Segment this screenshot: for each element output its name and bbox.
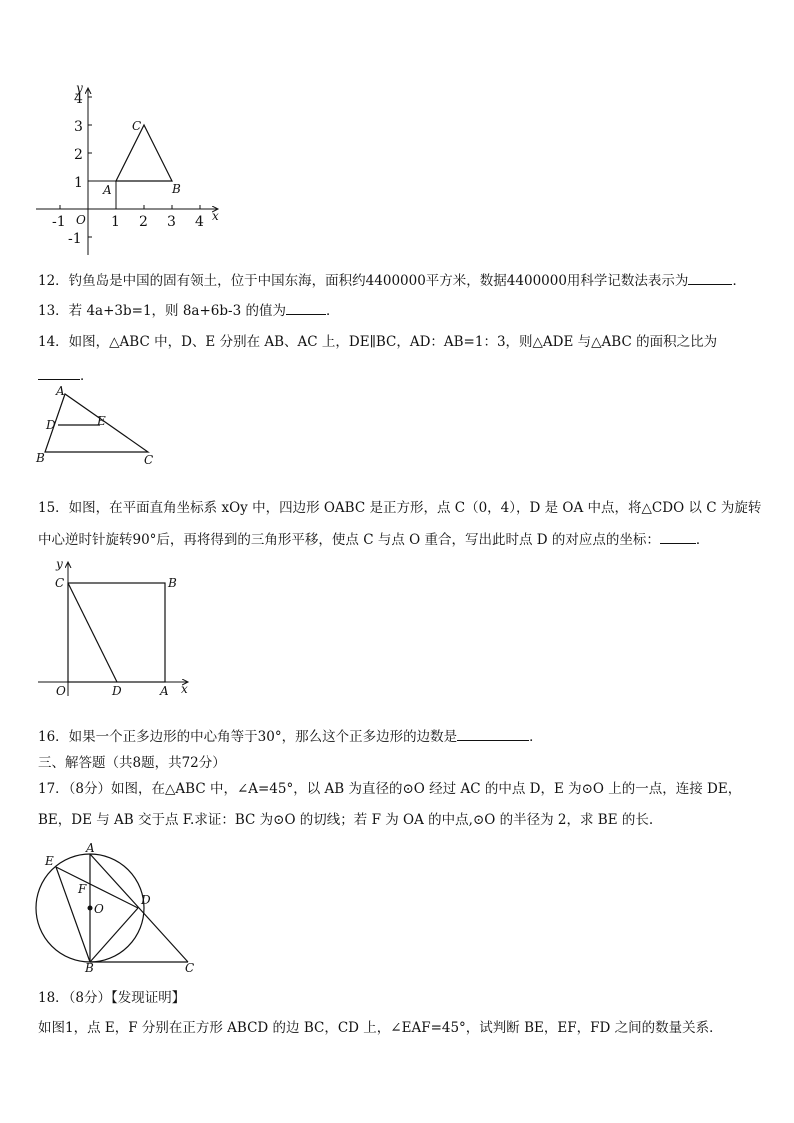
answer-blank[interactable]	[286, 302, 326, 315]
y-tick-label: 2	[74, 147, 83, 163]
y-tick-label: -1	[68, 231, 82, 247]
question-15-text-2: 中心逆时针旋转90°后，再将得到的三角形平移，使点 C 与点 O 重合，写出此时点 D 的对应点的坐标：	[38, 532, 660, 548]
x-tick-label: 1	[111, 214, 120, 230]
question-14-answer-line	[38, 367, 94, 385]
question-13-end: ．	[325, 303, 340, 319]
question-18-line-1	[38, 989, 185, 1007]
y-axis-label: y	[76, 81, 83, 95]
question-14-end: ．	[80, 368, 94, 384]
point-label-a: A	[103, 183, 112, 197]
coordinate-figure-q11	[30, 80, 230, 260]
x-tick-label: 4	[195, 214, 204, 230]
point-label-a: A	[56, 384, 65, 398]
question-18-line-2	[38, 1019, 723, 1037]
answer-blank[interactable]	[688, 272, 732, 285]
point-label-d: D	[141, 893, 151, 907]
question-13	[38, 302, 339, 320]
origin-label: O	[56, 684, 66, 698]
question-12	[38, 272, 746, 290]
question-15-line-1	[38, 499, 761, 517]
point-label-c: C	[132, 119, 142, 133]
circle-figure-q17	[30, 838, 205, 973]
point-label-a: A	[86, 841, 95, 855]
answer-blank[interactable]	[457, 728, 529, 741]
x-tick-label: 3	[167, 214, 176, 230]
question-15-text-1: 15．如图，在平面直角坐标系 xOy 中，四边形 OABC 是正方形，点 C（0，4），D 是 OA 中点，将△CDO 以 C 为旋转	[38, 500, 762, 516]
point-label-c: C	[185, 961, 195, 973]
question-14	[38, 333, 717, 351]
question-18-text-2: 如图1，点 E，F 分别在正方形 ABCD 的边 BC，CD 上，∠EAF=45°，试判断 BE，EF，FD 之间的数量关系．	[38, 1020, 723, 1036]
x-axis-label: x	[181, 682, 188, 696]
point-label-e: E	[97, 414, 106, 428]
point-label-d: D	[112, 684, 122, 698]
x-tick-label: -1	[52, 214, 66, 230]
question-17-text-2: BE，DE 与 AB 交于点 F.求证：BC 为⊙O 的切线；若 F 为 OA 的中点,⊙O 的半径为 2，求 BE 的长.	[38, 812, 654, 828]
question-13-text: 13．若 4a+3b=1，则 8a+6b-3 的值为	[38, 303, 286, 319]
x-axis-label: x	[212, 209, 219, 223]
triangle-abc	[116, 125, 172, 181]
point-label-d: D	[46, 418, 56, 432]
point-label-b: B	[85, 961, 94, 973]
point-label-c: C	[144, 453, 154, 467]
triangle-figure-q14	[30, 384, 170, 468]
y-tick-label: 1	[74, 175, 83, 191]
answer-blank[interactable]	[38, 367, 80, 380]
point-label-e: E	[45, 854, 54, 868]
square-oabc	[68, 583, 165, 682]
question-17-text-1: 17．（8分）如图，在△ABC 中，∠A=45°，以 AB 为直径的⊙O 经过 AC 的中点 D，E 为⊙O 上的一点，连接 DE，	[38, 781, 742, 797]
question-12-text: 12．钓鱼岛是中国的固有领土，位于中国东海，面积约4400000平方米，数据4400000用科学记数法表示为	[38, 273, 689, 289]
point-label-b: B	[168, 576, 177, 590]
y-axis-label: y	[56, 557, 63, 571]
point-label-c: C	[55, 576, 65, 590]
section-header	[38, 754, 226, 772]
answer-blank[interactable]	[660, 531, 696, 544]
square-figure-q15	[34, 556, 199, 701]
question-15-end: ．	[695, 532, 710, 548]
origin-label: O	[76, 213, 86, 227]
point-label-f: F	[78, 882, 87, 896]
question-17-line-2	[38, 811, 653, 829]
x-tick-label: 2	[139, 214, 148, 230]
question-17-line-1	[38, 780, 741, 798]
question-18-text-1: 18．（8分）【发现证明】	[38, 990, 186, 1006]
question-12-end: ．	[732, 273, 746, 289]
question-16	[38, 728, 543, 746]
section-title: 三、解答题（共8题，共72分）	[38, 755, 226, 771]
point-label-a: A	[160, 684, 169, 698]
point-label-b: B	[36, 451, 45, 465]
question-16-text: 16．如果一个正多边形的中心角等于30°，那么这个正多边形的边数是	[38, 729, 458, 745]
question-16-end: ．	[529, 729, 543, 745]
y-tick-label: 3	[74, 119, 83, 135]
question-15-line-2	[38, 531, 709, 549]
point-label-o: O	[94, 902, 104, 916]
question-14-text: 14．如图，△ABC 中，D、E 分别在 AB、AC 上，DE∥BC，AD：AB=1：3，则△ADE 与△ABC 的面积之比为	[38, 334, 718, 350]
y-tick-label: 4	[74, 91, 83, 107]
point-label-b: B	[172, 182, 181, 196]
